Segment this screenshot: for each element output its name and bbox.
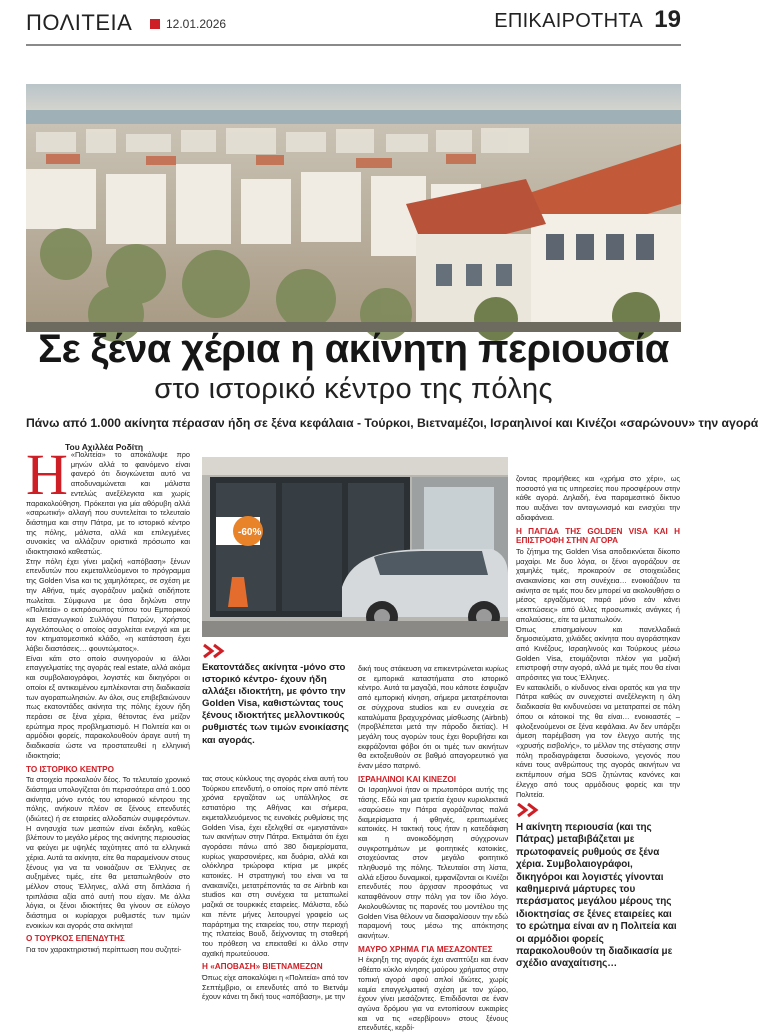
sub-headline: στο ιστορικό κέντρο της πόλης bbox=[154, 373, 553, 405]
subhead-black-money: ΜΑΥΡΟ ΧΡΗΜΑ ΓΙΑ ΜΕΣΑΖΟΝΤΕΣ bbox=[358, 944, 493, 954]
article-column-4 bbox=[516, 474, 680, 799]
paragraph: Όπως είχε αποκαλύψει η «Πολιτεία» από τον Σεπτέμβριο, οι επενδυτές από το Βιετνάμ έχουν κάνει τη δική τους «απόβαση», με την bbox=[202, 973, 348, 1002]
newspaper-brand: ΠΟΛΙΤΕΙΑ bbox=[26, 10, 133, 35]
paragraph: Το ζήτημα της Golden Visa αποδεικνύεται δίκοπο μαχαίρι. Με δυο λόγια, οι ξένοι αγοράζουν σε χαμηλές τιμές, προκαρούν σε στοιχειώδεις ανακαινίσεις και στη συνέχεια… ενοικιάζουν τα ακίνητα σε τιμές που δεν μπορεί να ακολουθήσει ο μέσος εργαζόμενος παρά μόνο εάν κάνει «εκπτώσεις» από άλλες προσωπικές ανάγκες ή απολαύσεις, είτε τα μεταπωλούν. bbox=[516, 546, 680, 624]
storefront-photo bbox=[202, 457, 508, 637]
paragraph: «Πολιτεία» το αποκάλυψε προ μηνών αλλά το φαινόμενο είναι φανερό ότι διογκώνεται αυτό να αποδυναμώνεται και μάλιστα εντελώς ανεξέλεγκτα και χωρίς παρακολούθηση. Πρόκειται για μία αθόρυβη αλλά «σαρωτική» αλλαγή που συντελείται το τελευταίο διάστημα και στην Πάτρα, με το ιστορικό κέντρο της πόλης, μάλιστα, αλλά και επιλεγμένες συνοικίες να αλλάζουν οριστικά πρόσωπο και ιδιοκτησιακό καθεστώς. bbox=[26, 450, 190, 557]
deck-line: Πάνω από 1.000 ακίνητα πέρασαν ήδη σε ξένα κεφάλαια - Τούρκοι, Βιετναμέζοι, Ισραηλινοί και Κινέζοι «σαρώνουν» την αγορά bbox=[26, 416, 758, 430]
red-square-icon bbox=[150, 19, 160, 29]
paragraph: Η έκρηξη της αγοράς έχει αναπτύξει και έναν αθέατο κύκλο κίνησης μαύρου χρήματος στην τοπική αγορά αφού απλοί ιδιώτες, χωρίς καμία επαγγελματική σχέση με τον χώρο, έχουν γίνει μεσάζοντες. Επιδιδονται σε έναν αγώνα δρόμου για να εντοπίσουν ευκαιρίες και να τις «σερβίρουν» στους ξένους επενδυτές, κερδί- bbox=[358, 955, 508, 1033]
subhead-historic-center: ΤΟ ΙΣΤΟΡΙΚΟ ΚΕΝΤΡΟ bbox=[26, 764, 114, 774]
paragraph: Είναι κάτι στο οποίο συνηγορούν κι άλλοι επαγγελματίες της αγοράς real estate, αλλά ακόμα και συμβολαιογράφοι, λογιστές και δικηγόροι οι οποίοι εξ αντικειμένου εμπλέκονται στη διαδικασία των αγοραπωλησιών. Αν όλοι, συς επιβεβαιώνουν πως εκατοντάδες ακίνητα της πόλης έχουν ήδη περάσει σε ξένα χέρια, θέτοντας ένα μείζον ερώτημα προς προβληματισμό. Η Πολιτεία και οι αρμόδιοι φορείς, παρακολουθούν άραγε αυτή τη διαδικασία ώστε να προστατευθεί η ελληνική ιδιοκτησία; bbox=[26, 653, 190, 760]
paragraph: Οι Ισραηλινοί ήταν οι πρωτοπόροι αυτής της τάσης. Εδώ και μια τριετία έχουν κυριολεκτικά «σαρώσει» την Πάτρα αγοράζοντας παλιά διαμερίσματα ή φθηνές, ερειπωμένες κατοικίες. Η τακτική τους ήταν η κατεδάφιση και η ανοικοδόμηση σύγχρονων συγκροτημάτων με φοιτητικές κατοικίες, στοχεύοντας στον μεγάλο φοιτητικό πληθυσμό της πόλης. Τελευταίοι στη λίστα, αλλά εξίσου δυναμικοί, εμφανίζονται οι Κινέζοι επενδυτές που άρχισαν προσφάτως να καταφθάνουν στην πόλη για τον ίδιο λόγο. Ακολουθώντας τις παρονές του μοντέλου της Golden Visa θέλουν να διασφαλίσουν την εδώ παραμονή τους μέσω της απόκτησης ακινήτων. bbox=[358, 785, 508, 940]
byline: Του Αχιλλέα Ροδίτη bbox=[65, 442, 144, 452]
page-number: 19 bbox=[654, 6, 681, 33]
subhead-israelis-chinese: ΙΣΡΑΗΛΙΝΟΙ ΚΑΙ ΚΙΝΕΖΟΙ bbox=[358, 774, 457, 784]
pull-quote: Εκατοντάδες ακίνητα -μόνο στο ιστορικό κέντρο- έχουν ήδη αλλάξει ιδιοκτήτη, με φόντο την Golden Visa, καθιστώντας τους ξένους ιδιοκτήτες μελλοντικούς ρυθμιστές των τιμών ενοικίασης και αγοράς. bbox=[202, 662, 349, 746]
issue-date: 12.01.2026 bbox=[166, 17, 227, 31]
paragraph: Εν κατακλείδι, ο κίνδυνος είναι ορατός και για την Πάτρα καθώς αν συνεχιστεί ανεξέλεγκτη η όλη διαδικασία θα κινδυνεύσει να μετατραπεί σε πόλη όπου οι κάτοικοί της θα είναι… ενοικιαστές – φιλοξενούμενοι σε ξένα κεφάλαια. Αν δεν υπάρξει άμεση παρέμβαση για τον έλεγχο αυτής της «χρυσής εισβολής», το μέλλον της στέγασης στην πόλη προδιαγράφεται δυσοίωνο, γεγονός που κάνει τους ανθρώπους της αγοράς ακινήτων να εκπέμπουν σήμα SOS ζητώντας κανόνες και έλεγχο από τους αρμόδιους φορείς και την Πολιτεία. bbox=[516, 682, 680, 799]
paragraph: Στην πόλη έχει γίνει μαζική «απόβαση» ξένων επενδυτών που εκμεταλλεύομενοι το πρόγραμμα της Golden Visa και τις χαμηλότερες, σε σχέση με την Αθήνα, τιμές αγοράζουν μαζικά οτιδήποτε πωλείται. Σύμφωνα με όσα δηλώνει στην «Πολιτεία» ο εκπρόσωπος τύπου του Εμπορικού και Εισαγωγικού Συλλόγου Πατρών, Χρήστος Αγγελόπουλος ο οποίος ασχολείται ενεργά και με τον κτηματομεσιτικό κλάδο, «η κατάσταση έχει λάβει διαστάσεις… φουντώματος». bbox=[26, 556, 190, 654]
paragraph: τας στους κύκλους της αγοράς είναι αυτή του Τούρκου επενδυτή, ο οποίος πριν από πέντε χρόνια εργαζόταν ως υπάλληλος σε εστιατόριο της Αθήνας και σήμερα, εκμεταλλευόμενος τις ευνοϊκές ρυθμίσεις της Golden Visa, έχει εξελιχθεί σε «μεγιστάνα» των ακινήτων στην Πάτρα. Εκτιμάται ότι έχει αγοράσει πάνω από 380 διαμερίσματα, κυρίως γκαρσονιέρες, και δυάρια, αλλά και ολόκληρα τριώροφα κτίρια με μικρές κατοικίες. Η στρατηγική του είναι να τα ανακαινίζει, μετατρέποντάς τα σε Airbnb και studios και στη συνέχεια τα μεταπωλεί μαζικά σε τουρκικές εταιρείες. Μάλιστα, εδώ και πέντε μήνες λειτουργεί γραφείο ως παράρτημα της εταιρείας του, στην περιοχή της πλατείας Βουδ, δείχνοντας τη σταθερή του πρόθεση να επεκταθεί κι άλλο στην αχαϊκή πρωτεύουσα. bbox=[202, 774, 348, 958]
discount-sign: -60% bbox=[238, 527, 262, 538]
main-headline: Σε ξένα χέρια η ακίνητη περιουσία bbox=[38, 327, 669, 371]
paragraph: ζοντας προμήθειες και «χρήμα στο χέρι», ως ποσοστό για τις υπηρεσίες που προσφέρουν στην κάθε αγορά. Δηλαδή, ένα παραμεσιτικό δίκτυο που αυξάνει τον ανταγωνισμό και ενισχύει την αδιαφάνεια. bbox=[516, 474, 680, 522]
double-chevron-icon bbox=[516, 803, 540, 817]
double-chevron-icon bbox=[202, 644, 226, 658]
city-aerial-photo bbox=[26, 84, 681, 332]
section-title: ΕΠΙΚΑΙΡΟΤΗΤΑ bbox=[494, 10, 643, 32]
article-column-2 bbox=[202, 774, 348, 1002]
paragraph: Όπως επισημαίνουν και πανελλαδικά δημοσιεύματα, χιλιάδες ακίνητα που αγοράστηκαν από Κινέζους, Ισραηλινούς και Τούρκους μέσω Golden Visa, ετοιμάζονται πλέον για μαζική επιστροφή στην αγορά, αλλά με τιμές που θα είναι απρόσιτες για τους Έλληνες. bbox=[516, 624, 680, 683]
article-column-3 bbox=[358, 664, 508, 1033]
subhead-golden-visa: Η ΠΑΓΙΔΑ ΤΗΣ GOLDEN VISA ΚΑΙ Η ΕΠΙΣΤΡΟΦΗ ΣΤΗΝ ΑΓΟΡΑ bbox=[516, 526, 680, 546]
header-rule bbox=[26, 44, 681, 46]
pull-quote: Η ακίνητη περιουσία (και της Πάτρας) μεταβιβάζεται με πρωτοφανείς ρυθμούς σε ξένα χέρια. Συμβολαιογράφοι, δικηγόροι και λογιστές γίνονται καθημερινά μάρτυρες του περάσματος μεγάλου μέρους της ιδιοκτησίας σε ξένες εταιρείες και το ερώτημα είναι αν η Πολιτεία και οι αρμόδιοι φορείς παρακολουθούν τη διαδικασία με σχέδιο αναχαίτισης… bbox=[516, 822, 677, 970]
paragraph: Για τον χαρακτηριστική περίπτωση που συζητεί- bbox=[26, 945, 182, 955]
paragraph: Τα στοιχεία προκαλούν δέος. Το τελευταίο χρονικό διάστημα υπολογίζεται ότι περισσότερα από 1.000 ακίνητα, μόνο εντός του ιστορικού κέντρου της πόλης, ανήκουν πλέον σε ξένους επενδυτές (ιδιώτες) ή σε εταιρείες αλλοδαπών συμφερόντων. Η ανησυχία των μεσιτών είναι έκδηλη, καθώς βλέπουν το μεγάλο μέρος της ακίνητης περιουσίας να φεύγει με υψηλές ταχύτητες από τα ελληνικά χέρια. Αυτά τα ακίνητα, είτε θα παραμείνουν στους ξένους για να τα νοικιάζουν σε Έλληνες σε αυξημένες τιμές, είτε θα μεταπωληθούν στο μέλλον στους Έλληνες, αλλά στη διπλάσια ή τριπλάσια αξία από αυτή που είχαν. Με άλλα λόγια, οι ξένοι ιδιοκτήτες θα γίνουν σε εύλογο διάστημα οι κυρίαρχοι ρυθμιστές των τιμών ενοικίων και αγοράς στα ακίνητα! bbox=[26, 775, 190, 930]
subhead-turkish-investor: Ο ΤΟΥΡΚΟΣ ΕΠΕΝΔΥΤΗΣ bbox=[26, 934, 125, 944]
page-header bbox=[26, 6, 681, 42]
subhead-vietnamese: Η «ΑΠΟΒΑΣΗ» ΒΙΕΤΝΑΜΕΖΩΝ bbox=[202, 962, 323, 972]
dropcap: Η bbox=[26, 442, 68, 507]
paragraph: δική τους στάκευση να επικεντρώνεται κυρίως σε εμπορικά καταστήματα στο ιστορικό κέντρο. Αυτά τα μαγαζιά, που κάποτε έσφυζαν από εμπορική κίνηση, σήμερα μετατρέπονται σε σύγχρονα studios και εν συνεχεία σε καταλύματα βραχυχρόνιας μίσθωσης (Airbnb) (προβλέπεται μετά την πάροδο διετίας). Η μεγάλη τους αγορών τους έχει θορυβήσει και εκφράζονται φόβοι ότι οι τιμές των ακινήτων θα εκτοξευθούν σε βαθμό απαγορευτικό για έναν μέσο πατρινό. bbox=[358, 664, 508, 771]
